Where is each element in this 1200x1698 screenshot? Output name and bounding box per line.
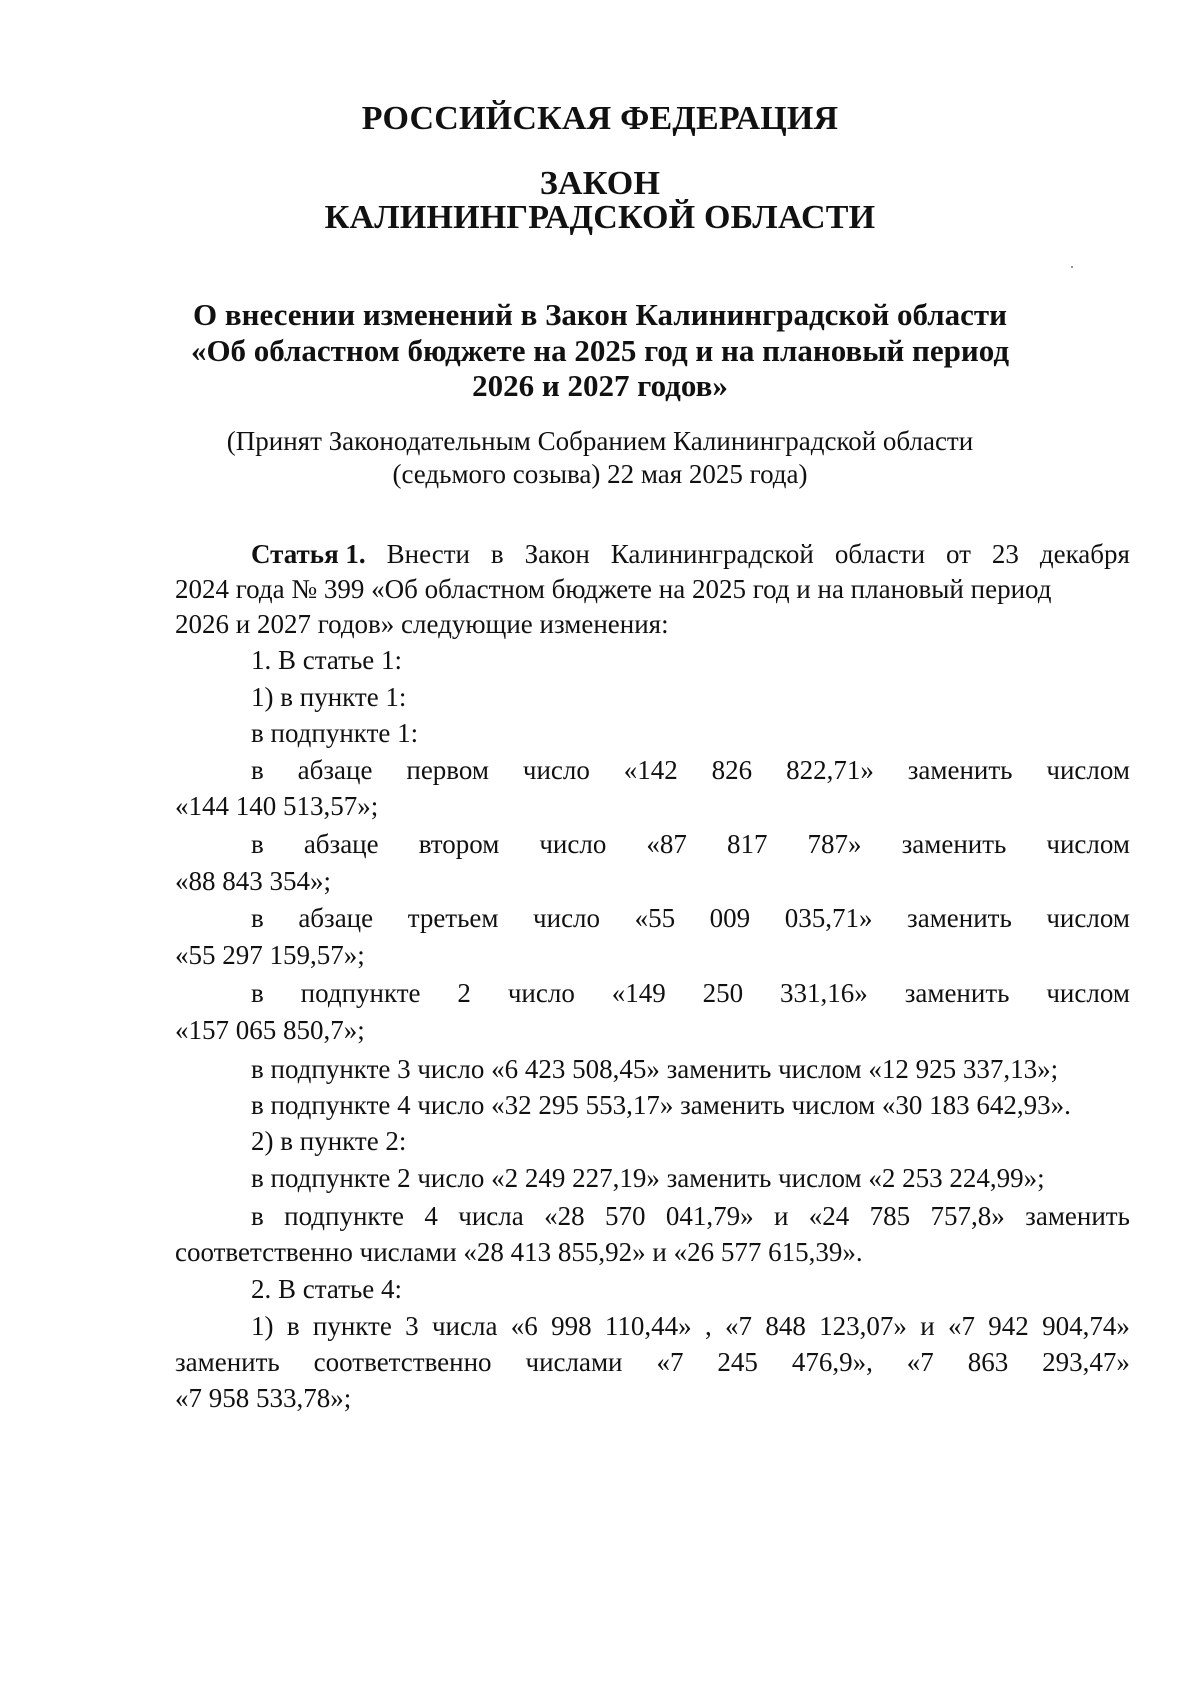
paragraph-2-line-2: «88 843 354»; — [175, 866, 332, 896]
paragraph-4-line-2: «157 065 850,7»; — [175, 1015, 365, 1045]
law-title-line-2: «Об областном бюджете на 2025 год и на плановый период — [190, 333, 1010, 368]
paragraph-5: в подпункте 3 число «6 423 508,45» заменить числом «12 925 337,13»; — [251, 1054, 1059, 1084]
paragraph-8-line-1: в подпункте 4 числа «28 570 041,79» и «24 785 757,8» заменить — [251, 1201, 1130, 1231]
doc-type-heading: ЗАКОН — [539, 165, 661, 202]
item-1-heading: 1. В статье 1: — [251, 645, 403, 675]
article-1-line-2: 2024 года № 399 «Об областном бюджете на 2025 год и на плановый период — [175, 574, 1052, 604]
item-2-heading: 2. В статье 4: — [251, 1274, 403, 1304]
paragraph-9-line-3: «7 958 533,78»; — [175, 1383, 352, 1413]
scan-speck — [1071, 266, 1073, 268]
paragraph-7: в подпункте 2 число «2 249 227,19» заменить числом «2 253 224,99»; — [251, 1163, 1045, 1193]
subitem-2-heading: 2) в пункте 2: — [251, 1126, 407, 1156]
article-1-intro: Статья 1. Внести в Закон Калининградской области от 23 декабря — [251, 539, 1130, 569]
paragraph-9-line-1: 1) в пункте 3 числа «6 998 110,44» , «7 848 123,07» и «7 942 904,74» — [251, 1311, 1130, 1341]
law-title-line-1: О внесении изменений в Закон Калининградской области — [193, 297, 1007, 332]
paragraph-8-line-2: соответственно числами «28 413 855,92» и «26 577 615,39». — [175, 1237, 863, 1267]
paragraph-1-line-1: в абзаце первом число «142 826 822,71» заменить числом — [251, 755, 1130, 785]
paragraph-9-line-2: заменить соответственно числами «7 245 476,9», «7 863 293,47» — [175, 1347, 1130, 1377]
region-heading: КАЛИНИНГРАДСКОЙ ОБЛАСТИ — [324, 199, 876, 236]
law-title-line-3: 2026 и 2027 годов» — [472, 368, 728, 403]
paragraph-6: в подпункте 4 число «32 295 553,17» заменить числом «30 183 642,93». — [251, 1090, 1071, 1120]
subitem-1-heading: 1) в пункте 1: — [251, 682, 407, 712]
paragraph-4-line-1: в подпункте 2 число «149 250 331,16» заменить числом — [251, 978, 1130, 1008]
paragraph-2-line-1: в абзаце втором число «87 817 787» заменить числом — [251, 829, 1130, 859]
article-1-label: Статья 1. — [251, 539, 366, 569]
country-heading: РОССИЙСКАЯ ФЕДЕРАЦИЯ — [361, 100, 839, 137]
paragraph-3-line-2: «55 297 159,57»; — [175, 940, 365, 970]
paragraph-3-line-1: в абзаце третьем число «55 009 035,71» заменить числом — [251, 903, 1130, 933]
article-1-line-3: 2026 и 2027 годов» следующие изменения: — [175, 609, 669, 639]
subpoint-1-heading: в подпункте 1: — [251, 718, 419, 748]
adopted-note-line-1: (Принят Законодательным Собранием Калининградской области — [226, 426, 974, 456]
adopted-note-line-2: (седьмого созыва) 22 мая 2025 года) — [392, 459, 808, 489]
paragraph-1-line-2: «144 140 513,57»; — [175, 791, 379, 821]
